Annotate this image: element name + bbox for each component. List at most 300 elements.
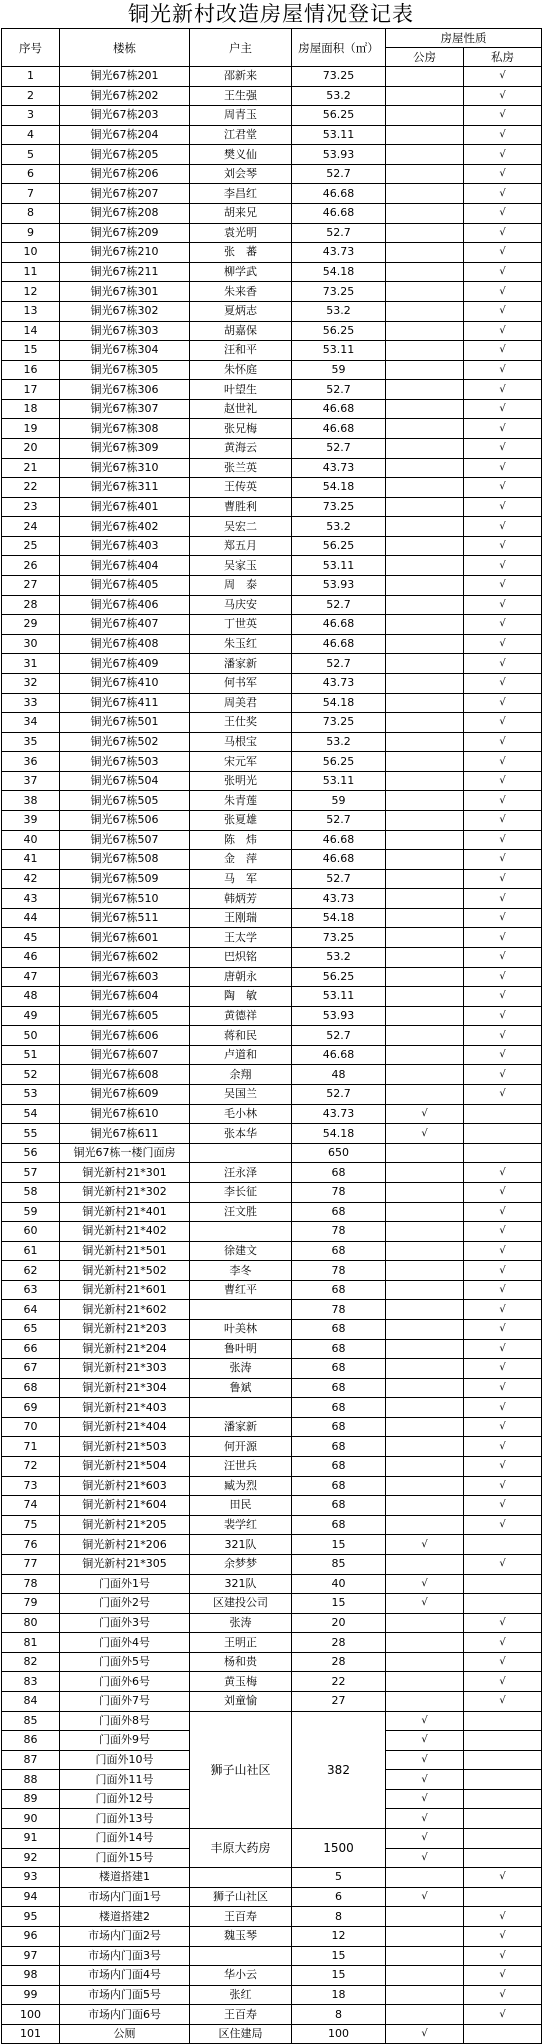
row-public-mark: √ [386,1594,464,1614]
row-public-mark [386,987,464,1007]
group-owner: 狮子山社区 [190,1711,292,1828]
row-no: 8 [2,204,60,224]
row-area: 52.7 [292,654,386,674]
row-no: 43 [2,889,60,909]
row-no: 31 [2,654,60,674]
row-building: 铜光新村21*502 [60,1261,190,1281]
table-row [2,1163,542,1183]
row-building: 铜光67栋408 [60,634,190,654]
row-private-mark: √ [464,399,542,419]
row-private-mark: √ [464,1065,542,1085]
row-area: 85 [292,1554,386,1574]
row-no: 26 [2,556,60,576]
row-private-mark: √ [464,1163,542,1183]
row-area: 22 [292,1672,386,1692]
table-row [2,732,542,752]
table-row [2,164,542,184]
row-area: 5 [292,1868,386,1888]
row-area: 43.73 [292,1104,386,1124]
table-row [2,1574,542,1594]
row-owner: 刘会琴 [190,164,292,184]
row-building: 铜光67栋605 [60,1006,190,1026]
row-area: 100 [292,2024,386,2044]
row-area: 53.93 [292,1006,386,1026]
row-no: 66 [2,1339,60,1359]
row-building: 门面外6号 [60,1672,190,1692]
row-no: 33 [2,693,60,713]
row-private-mark: √ [464,1457,542,1477]
row-private-mark: √ [464,380,542,400]
row-building: 铜光新村21*206 [60,1535,190,1555]
row-area: 43.73 [292,243,386,263]
header-area: 房屋面积（㎡） [292,29,386,67]
table-row [2,2024,542,2044]
row-owner: 321队 [190,1574,292,1594]
row-area: 68 [292,1437,386,1457]
row-public-mark [386,360,464,380]
row-owner: 田民 [190,1496,292,1516]
row-no: 87 [2,1750,60,1770]
row-public-mark [386,1378,464,1398]
row-building: 铜光67栋206 [60,164,190,184]
row-owner: 张红 [190,1985,292,2005]
table-row [2,791,542,811]
row-private-mark: √ [464,850,542,870]
table-row [2,458,542,478]
table-row [2,1907,542,1927]
row-area: 46.68 [292,399,386,419]
row-private-mark: √ [464,869,542,889]
row-building: 公厕 [60,2024,190,2044]
row-public-mark [386,1515,464,1535]
row-area: 28 [292,1633,386,1653]
row-area: 52.7 [292,164,386,184]
row-private-mark: √ [464,1085,542,1105]
row-owner: 袁光明 [190,223,292,243]
row-public-mark: √ [386,1104,464,1124]
table-row [2,752,542,772]
row-owner: 张 蕃 [190,243,292,263]
row-area: 15 [292,1946,386,1966]
row-building: 铜光新村21*203 [60,1320,190,1340]
row-building: 门面外2号 [60,1594,190,1614]
row-building: 市场内门面2号 [60,1926,190,1946]
row-area: 6 [292,1887,386,1907]
row-no: 81 [2,1633,60,1653]
row-area: 68 [292,1359,386,1379]
row-area: 12 [292,1926,386,1946]
row-owner: 张本华 [190,1124,292,1144]
row-no: 59 [2,1202,60,1222]
row-owner: 何开源 [190,1437,292,1457]
table-row [2,713,542,733]
row-owner: 邵新来 [190,67,292,87]
row-area: 8 [292,1907,386,1927]
row-public-mark [386,1143,464,1163]
row-public-mark [386,223,464,243]
row-public-mark [386,262,464,282]
row-no: 95 [2,1907,60,1927]
row-owner: 黄德祥 [190,1006,292,1026]
row-no: 57 [2,1163,60,1183]
row-private-mark: √ [464,1476,542,1496]
row-no: 94 [2,1887,60,1907]
row-owner: 吴国兰 [190,1085,292,1105]
row-no: 76 [2,1535,60,1555]
row-private-mark [464,1143,542,1163]
row-owner: 王生强 [190,86,292,106]
row-no: 28 [2,595,60,615]
row-building: 铜光67栋211 [60,262,190,282]
row-private-mark: √ [464,1966,542,1986]
row-area: 73.25 [292,67,386,87]
row-building: 铜光67栋501 [60,713,190,733]
row-private-mark [464,1104,542,1124]
row-owner: 杨和贵 [190,1652,292,1672]
row-building: 门面外8号 [60,1711,190,1731]
row-no: 35 [2,732,60,752]
row-area: 54.18 [292,478,386,498]
table-row [2,771,542,791]
row-owner: 潘家新 [190,654,292,674]
row-no: 101 [2,2024,60,2044]
row-private-mark [464,1789,542,1809]
row-area: 53.2 [292,517,386,537]
row-building: 铜光67栋一楼门面房 [60,1143,190,1163]
row-owner: 柳学武 [190,262,292,282]
row-building: 铜光67栋308 [60,419,190,439]
row-area: 46.68 [292,615,386,635]
row-public-mark [386,732,464,752]
row-no: 55 [2,1124,60,1144]
row-public-mark [386,634,464,654]
row-area: 53.2 [292,948,386,968]
table-row [2,536,542,556]
table-row [2,1887,542,1907]
table-row [2,1476,542,1496]
table-row [2,1398,542,1418]
row-public-mark [386,1261,464,1281]
row-private-mark: √ [464,615,542,635]
row-private-mark: √ [464,1045,542,1065]
row-private-mark [464,1848,542,1868]
row-building: 铜光新村21*305 [60,1554,190,1574]
header-public: 公房 [386,48,464,67]
row-building: 铜光67栋306 [60,380,190,400]
table-row [2,243,542,263]
row-no: 100 [2,2005,60,2025]
row-private-mark: √ [464,556,542,576]
table-row [2,1241,542,1261]
row-public-mark [386,145,464,165]
table-row [2,967,542,987]
table-row [2,1378,542,1398]
row-no: 97 [2,1946,60,1966]
row-owner: 黄玉梅 [190,1672,292,1692]
row-private-mark: √ [464,928,542,948]
row-owner: 宋元军 [190,752,292,772]
row-area: 68 [292,1163,386,1183]
row-no: 52 [2,1065,60,1085]
row-public-mark [386,164,464,184]
table-row [2,282,542,302]
table-row [2,145,542,165]
row-owner: 鲁斌 [190,1378,292,1398]
row-owner: 胡嘉保 [190,321,292,341]
row-building: 铜光67栋304 [60,341,190,361]
table-row [2,634,542,654]
table-row [2,1339,542,1359]
row-building: 铜光67栋511 [60,908,190,928]
row-private-mark: √ [464,634,542,654]
row-public-mark [386,86,464,106]
table-row [2,86,542,106]
row-public-mark [386,576,464,596]
row-private-mark: √ [464,948,542,968]
row-no: 17 [2,380,60,400]
row-private-mark [464,1770,542,1790]
row-owner: 周青玉 [190,106,292,126]
row-public-mark [386,2005,464,2025]
row-area: 43.73 [292,458,386,478]
table-row [2,1359,542,1379]
row-public-mark: √ [386,1535,464,1555]
row-owner: 马 军 [190,869,292,889]
row-building: 铜光67栋608 [60,1065,190,1085]
table-row [2,1300,542,1320]
row-building: 门面外11号 [60,1770,190,1790]
row-no: 69 [2,1398,60,1418]
table-row [2,2005,542,2025]
row-no: 83 [2,1672,60,1692]
row-owner: 刘童愉 [190,1691,292,1711]
row-no: 90 [2,1809,60,1829]
row-owner: 曹红平 [190,1280,292,1300]
row-building: 铜光67栋602 [60,948,190,968]
row-public-mark: √ [386,1124,464,1144]
table-row [2,497,542,517]
table-row [2,654,542,674]
table-row [2,1124,542,1144]
row-private-mark: √ [464,243,542,263]
row-public-mark [386,478,464,498]
row-no: 62 [2,1261,60,1281]
row-no: 82 [2,1652,60,1672]
row-owner: 王百寿 [190,2005,292,2025]
row-building: 铜光67栋505 [60,791,190,811]
table-row [2,1143,542,1163]
row-no: 36 [2,752,60,772]
row-public-mark [386,1457,464,1477]
row-no: 22 [2,478,60,498]
row-public-mark [386,321,464,341]
row-no: 16 [2,360,60,380]
row-building: 门面外9号 [60,1731,190,1751]
row-public-mark [386,1907,464,1927]
row-public-mark [386,713,464,733]
row-public-mark [386,752,464,772]
row-area: 46.68 [292,204,386,224]
row-no: 39 [2,810,60,830]
table-row [2,850,542,870]
row-private-mark [464,1731,542,1751]
row-no: 58 [2,1182,60,1202]
row-building: 铜光67栋209 [60,223,190,243]
row-public-mark [386,1691,464,1711]
row-private-mark: √ [464,693,542,713]
row-no: 54 [2,1104,60,1124]
row-building: 门面外5号 [60,1652,190,1672]
row-no: 15 [2,341,60,361]
row-no: 25 [2,536,60,556]
row-area: 68 [292,1339,386,1359]
row-building: 门面外14号 [60,1829,190,1849]
row-building: 铜光新村21*504 [60,1457,190,1477]
row-public-mark [386,948,464,968]
row-private-mark: √ [464,810,542,830]
row-building: 铜光67栋610 [60,1104,190,1124]
table-row [2,1496,542,1516]
row-building: 铜光67栋504 [60,771,190,791]
row-no: 61 [2,1241,60,1261]
group-area: 382 [292,1711,386,1828]
row-private-mark: √ [464,497,542,517]
row-public-mark: √ [386,1770,464,1790]
row-public-mark [386,243,464,263]
row-building: 铜光新村21*304 [60,1378,190,1398]
row-private-mark: √ [464,1907,542,1927]
row-public-mark [386,1359,464,1379]
row-public-mark [386,1065,464,1085]
row-no: 99 [2,1985,60,2005]
table-row [2,262,542,282]
row-building: 铜光67栋508 [60,850,190,870]
row-owner: 赵世礼 [190,399,292,419]
table-row [2,1868,542,1888]
row-area: 54.18 [292,1124,386,1144]
row-private-mark [464,1124,542,1144]
row-public-mark [386,654,464,674]
row-owner: 吴宏二 [190,517,292,537]
row-private-mark: √ [464,341,542,361]
row-building: 铜光新村21*205 [60,1515,190,1535]
row-public-mark [386,673,464,693]
row-owner: 王传英 [190,478,292,498]
row-owner: 韩炳芳 [190,889,292,909]
row-building: 铜光67栋305 [60,360,190,380]
row-area: 15 [292,1966,386,1986]
row-no: 11 [2,262,60,282]
row-no: 70 [2,1417,60,1437]
table-row [2,399,542,419]
row-area: 68 [292,1398,386,1418]
row-area: 53.11 [292,125,386,145]
row-no: 34 [2,713,60,733]
row-owner [190,1868,292,1888]
table-row [2,810,542,830]
row-no: 53 [2,1085,60,1105]
row-public-mark [386,1085,464,1105]
table-row [2,1104,542,1124]
row-public-mark: √ [386,1731,464,1751]
row-public-mark [386,810,464,830]
row-private-mark: √ [464,536,542,556]
table-row [2,1437,542,1457]
table-row [2,869,542,889]
row-owner: 陶 敏 [190,987,292,1007]
row-building: 铜光67栋609 [60,1085,190,1105]
table-row [2,889,542,909]
row-owner: 马根宝 [190,732,292,752]
row-area: 56.25 [292,536,386,556]
row-building: 铜光67栋411 [60,693,190,713]
table-row [2,595,542,615]
row-public-mark [386,1437,464,1457]
row-public-mark [386,556,464,576]
row-private-mark: √ [464,1202,542,1222]
row-building: 铜光新村21*402 [60,1222,190,1242]
row-public-mark [386,615,464,635]
row-area: 68 [292,1241,386,1261]
row-private-mark: √ [464,223,542,243]
row-area: 56.25 [292,321,386,341]
row-public-mark [386,889,464,909]
row-private-mark: √ [464,282,542,302]
row-private-mark: √ [464,732,542,752]
row-owner: 吴家玉 [190,556,292,576]
row-owner: 朱怀庭 [190,360,292,380]
row-no: 50 [2,1026,60,1046]
row-building: 市场内门面4号 [60,1966,190,1986]
row-area: 56.25 [292,106,386,126]
row-area: 53.2 [292,301,386,321]
row-private-mark [464,1574,542,1594]
row-private-mark: √ [464,673,542,693]
group-area: 1500 [292,1829,386,1868]
row-area: 78 [292,1261,386,1281]
row-building: 铜光67栋402 [60,517,190,537]
row-building: 铜光67栋302 [60,301,190,321]
row-private-mark: √ [464,1554,542,1574]
table-row [2,1926,542,1946]
row-public-mark [386,1280,464,1300]
row-area: 73.25 [292,282,386,302]
row-public-mark: √ [386,1750,464,1770]
header-private: 私房 [464,48,542,67]
table-row [2,1182,542,1202]
row-owner: 张兄梅 [190,419,292,439]
row-no: 9 [2,223,60,243]
table-row [2,67,542,87]
row-area: 46.68 [292,830,386,850]
row-building: 铜光新村21*303 [60,1359,190,1379]
row-no: 64 [2,1300,60,1320]
row-building: 铜光新村21*603 [60,1476,190,1496]
row-building: 铜光67栋507 [60,830,190,850]
row-building: 铜光67栋604 [60,987,190,1007]
table-row [2,301,542,321]
row-private-mark: √ [464,458,542,478]
row-area: 68 [292,1320,386,1340]
header-no: 序号 [2,29,60,67]
row-building: 楼道搭建2 [60,1907,190,1927]
row-area: 46.68 [292,419,386,439]
row-public-mark [386,125,464,145]
row-no: 7 [2,184,60,204]
table-row [2,1613,542,1633]
row-no: 42 [2,869,60,889]
row-public-mark [386,184,464,204]
